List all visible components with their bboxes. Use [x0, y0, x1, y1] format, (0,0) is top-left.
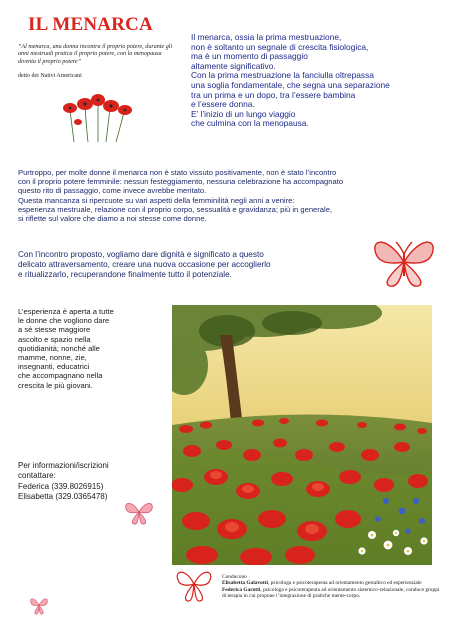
paragraph-line: delicato attraversamento, creare una nuova occasione per accoglierlo [18, 260, 271, 269]
audience-line: le donne che vogliono dare [18, 316, 110, 326]
audience-line: a sé stesse maggiore [18, 325, 91, 335]
credit-garotti [222, 587, 444, 600]
butterfly-icon [368, 232, 440, 292]
intro-line: E’ l’inizio di un lungo viaggio [191, 108, 296, 119]
paragraph-line: e ritualizzarlo, recuperandone finalmente tutto il potenziale. [18, 270, 232, 279]
intro-line: Con la prima mestruazione la fanciulla oltrepassa [191, 70, 374, 81]
audience-text [18, 307, 166, 390]
credit-role: , psicologa e psicoterapeuta ad orientamento gestaltico ed esperienziale [267, 580, 422, 587]
intro-line: una soglia fondamentale, che segna una separazione [191, 79, 390, 90]
poppies-illustration [58, 88, 138, 144]
page-title: IL MENARCA [28, 14, 153, 35]
small-butterfly-icon [122, 498, 156, 526]
outline-butterfly-icon [172, 566, 216, 604]
audience-line: quotidianità; nonché alle [18, 343, 100, 353]
audience-line: ascolto e spazio nella [18, 334, 91, 344]
credit-name: Federica Garotti [222, 586, 261, 593]
intro-line: ma è un momento di passaggio [191, 51, 308, 62]
paragraph-line: Con l’incontro proposto, vogliamo dare dignità e significato a questo [18, 250, 264, 259]
intro-line: e l’essere donna. [191, 99, 255, 110]
intro-line: altamente significativo. [191, 60, 276, 71]
audience-line: insegnanti, educatrici [18, 362, 90, 372]
paragraph-line: Questa mancanza si ripercuote su vari aspetti della femminilità negli anni a venire: [18, 195, 295, 205]
intro-line: Il menarca, ossia la prima mestruazione, [191, 32, 342, 42]
intro-text [191, 33, 443, 129]
tiny-butterfly-icon [28, 594, 50, 616]
paragraph-2 [18, 250, 318, 280]
contacts-heading: Per informazioni/iscrizioni [18, 461, 109, 470]
paragraph-line: si riflette sul valore che diamo a noi stesse come donne. [18, 214, 207, 224]
paragraph-line: con il proprio potere femminile: nessun festeggiamento, nessuna celebrazione ha accompagnato [18, 177, 344, 187]
intro-line: che culmina con la menopausa. [191, 118, 309, 129]
paragraph-1 [18, 168, 438, 223]
credit-name: Elisabetta Galavotti [222, 580, 268, 587]
credits-heading: Conducono [222, 574, 247, 580]
contact-elisabetta: Elisabetta (329.0365478) [18, 492, 108, 502]
paragraph-line: questo rito di passaggio, come invece avrebbe meritato. [18, 186, 207, 196]
paragraph-line: esperienza mestruale, relazione con il proprio corpo, sessualità e gravidanza; più in generale, [18, 204, 333, 214]
audience-line: crescita le più giovani. [18, 380, 93, 390]
quote-text: “Al menarca, una donna incontra il proprio potere, durante gli anni mestruali pratica il proprio potere, con la menopausa diventa il proprio potere” [18, 44, 173, 65]
credit-role: , psicologa e psicoterapeuta ad orientamento sistemico-relazionale, conduce gruppi di terapia in cui propone l’integrazione di pratiche mente-corpo. [222, 586, 440, 600]
contact-federica: Federica (339.8026915) [18, 481, 104, 491]
audience-line: L’esperienza è aperta a tutte [18, 307, 114, 316]
contacts-block [18, 461, 168, 503]
credits-block [222, 574, 444, 600]
audience-line: mamme, nonne, zie, [18, 353, 87, 363]
paragraph-line: Purtroppo, per molte donne il menarca non è stato vissuto positivamente, non è stato l’incontro [18, 168, 337, 177]
intro-line: non è soltanto un segnale di crescita fisiologica, [191, 41, 369, 52]
intro-line: tra un prima e un dopo, tra l’essere bambina [191, 89, 356, 100]
poppy-field-painting [172, 305, 432, 565]
audience-line: che accompagnano nella [18, 371, 103, 381]
quote-source: detto dei Nativi Americani [18, 73, 82, 79]
contacts-subheading: contattare: [18, 471, 56, 481]
